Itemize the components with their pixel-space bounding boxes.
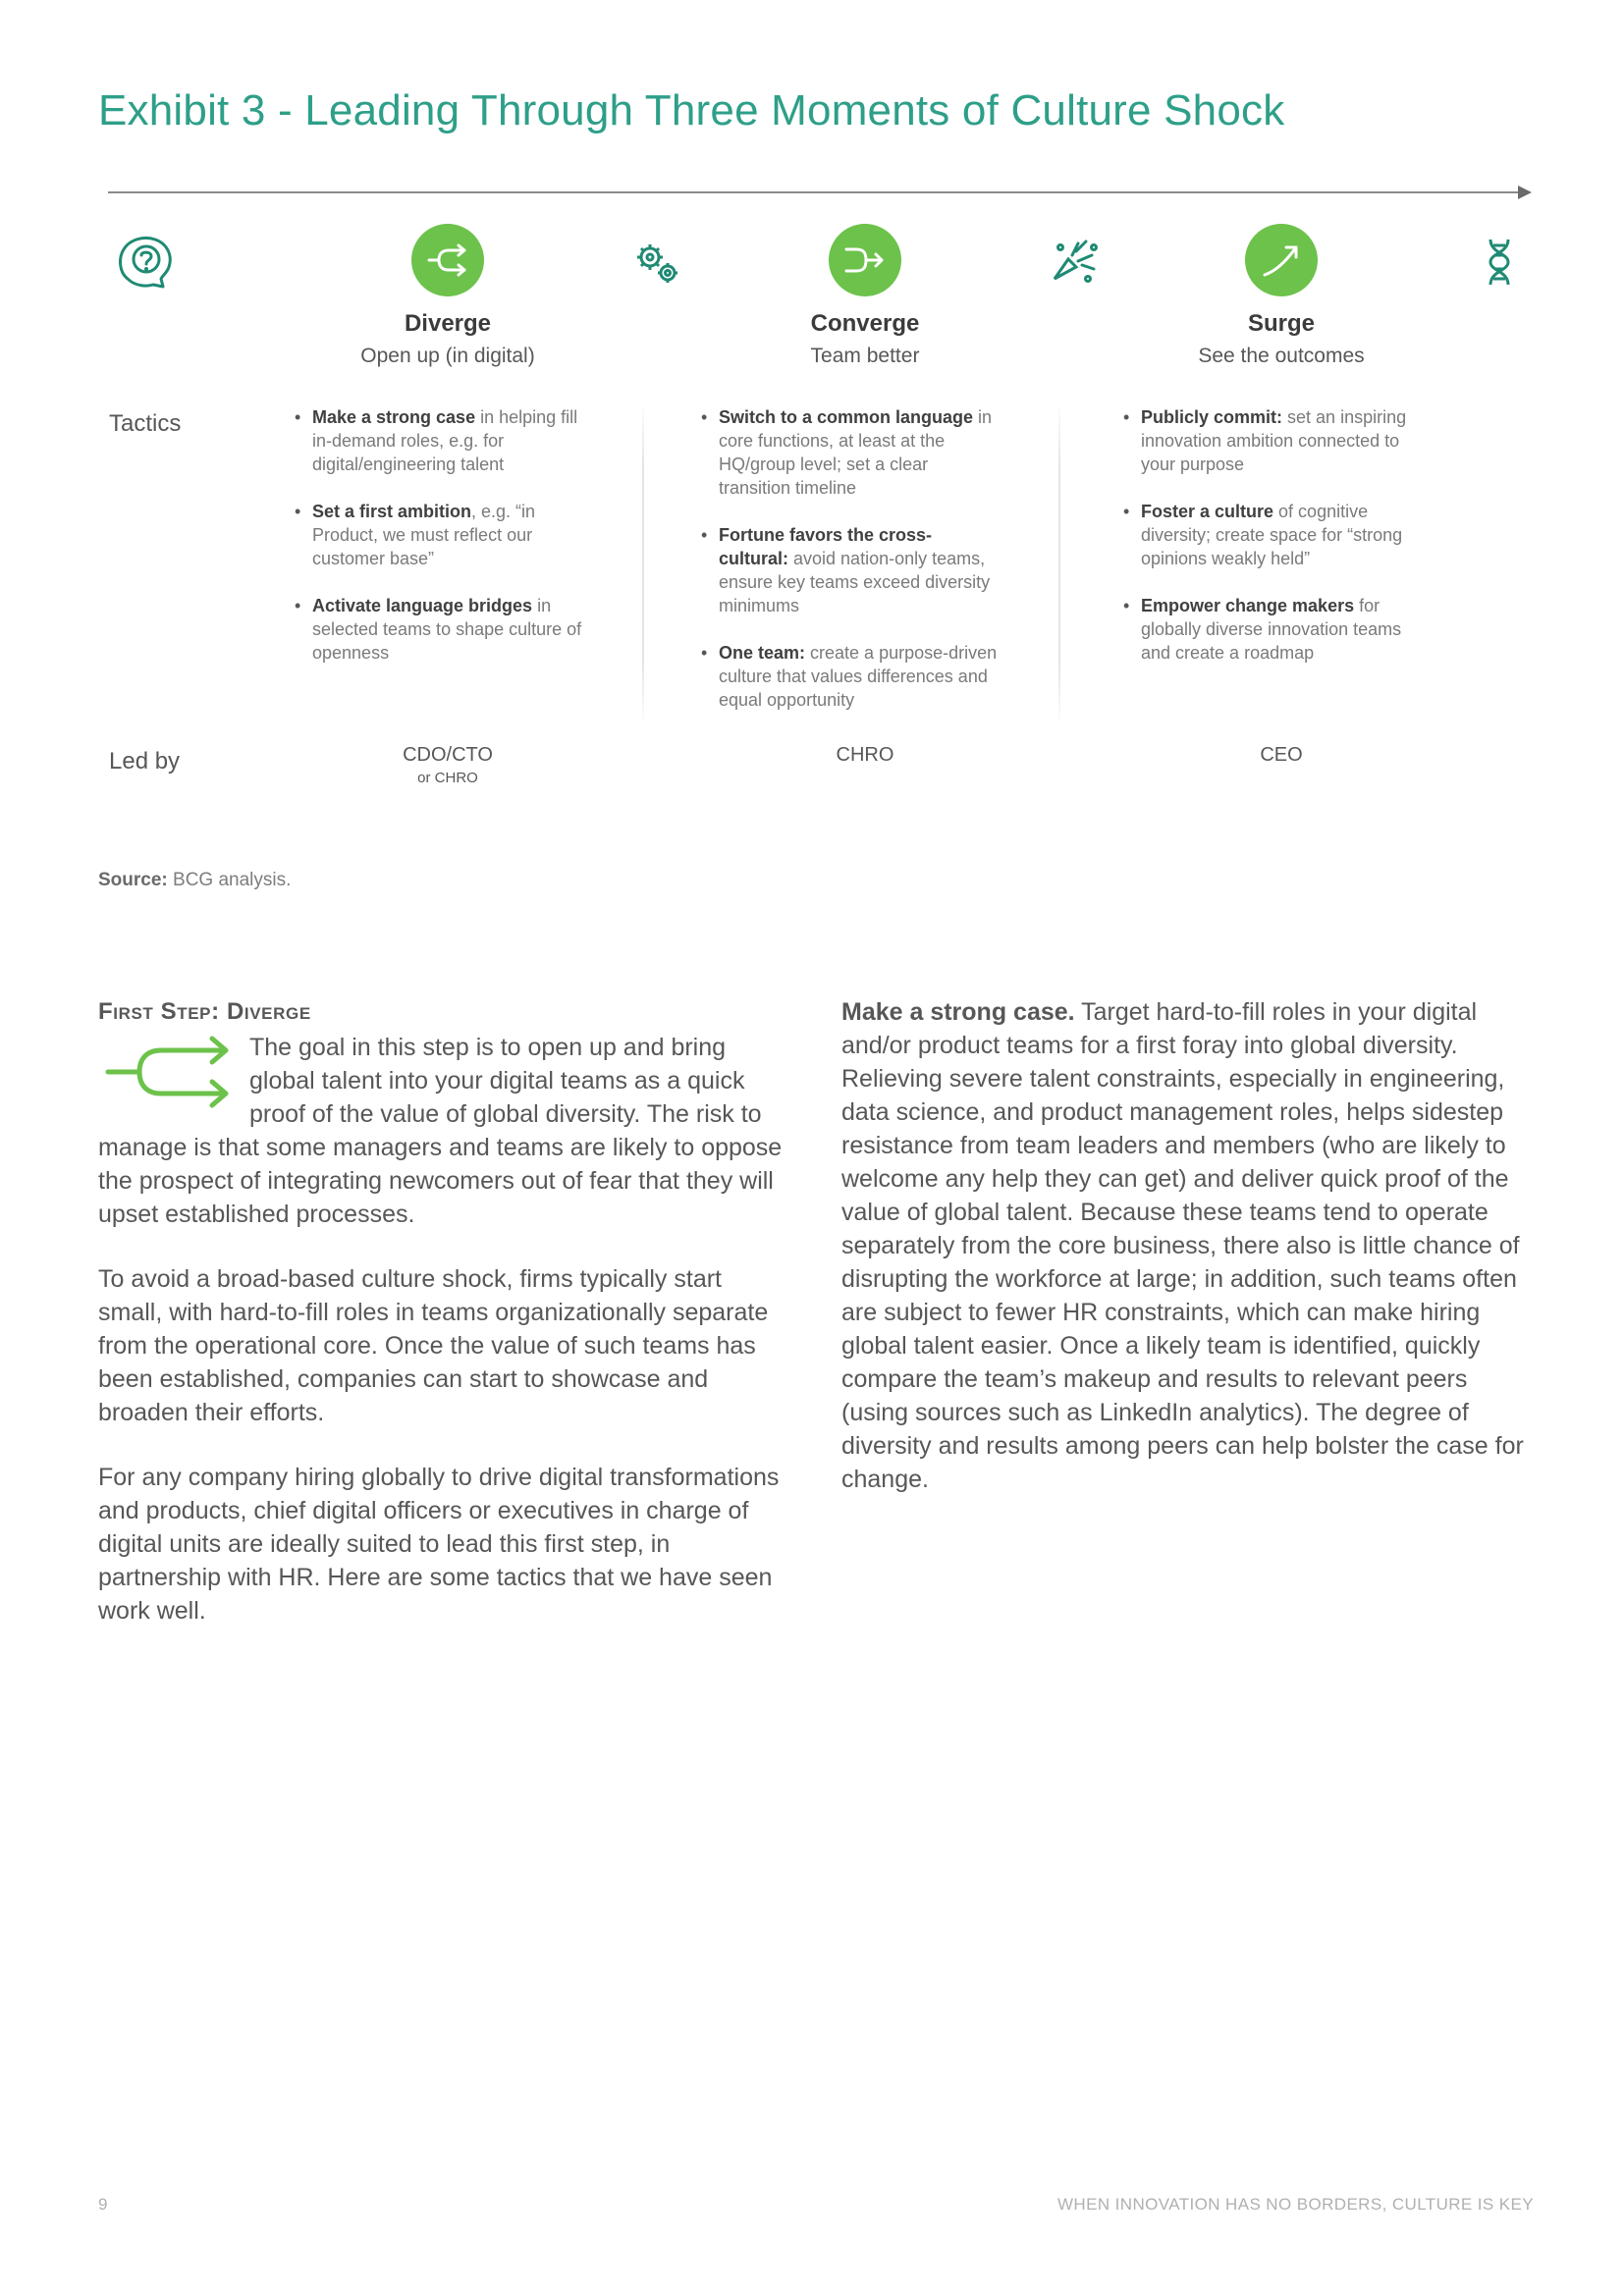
left-column [98,995,790,1659]
page-number: 9 [98,2195,108,2214]
section-heading: First Step: Diverge [98,998,311,1025]
tactics-list-converge [699,405,999,735]
phase-subtitle-diverge: Open up (in digital) [360,345,535,367]
converge-arrows-icon [829,224,901,296]
diverge-arrows-icon [98,1031,244,1129]
led-by-diverge-sub: or CHRO [417,770,478,786]
source-label: Source: [98,870,168,890]
tactic-bold: Switch to a common language [719,407,974,427]
paragraph: To avoid a broad-based culture shock, firms typically start small, with hard-to-fill roles in teams organizationally separate from the operational core. Once the value of such teams has been established, companies can start to showcase and broaden their efforts. [98,1265,769,1426]
tactic-item [699,523,999,617]
tactics-list-surge [1121,405,1421,688]
tactic-item [1121,405,1421,476]
right-column [841,995,1541,1527]
tactic-bold: Make a strong case [312,407,476,427]
tactic-text: create a purpose-driven culture that values differences and equal opportunity [719,643,998,710]
tactic-text: for globally diverse innovation teams and create a roadmap [1141,596,1402,663]
tactic-item [699,641,999,712]
dna-icon [1467,230,1532,294]
paragraph-lead: Make a strong case. [841,998,1075,1026]
tactic-bold: Empower change makers [1141,596,1355,615]
phase-subtitle-surge: See the outcomes [1198,345,1365,367]
tactic-bold: Publicly commit: [1141,407,1283,427]
tactic-item [1121,500,1421,570]
paragraph-text: Target hard-to-fill roles in your digital and/or product teams for a first foray into global diversity. Relieving severe talent constraints, especially in engineering, data science, and product management roles, helps sidestep resistance from team leaders and members (who are likely to welcome any help they can get) and deliver quick proof of the value of global talent. Because these teams tend to operate separately from the core business, there also is little chance of disrupting the workforce at large; in addition, such teams often are subject to fewer HR constraints, which can make hiring global talent easier. Once a likely team is identified, quickly compare the team’s makeup and results to relevant peers (using sources such as LinkedIn analytics). The degree of diversity and results among peers can help bolster the case for change. [841,998,1524,1493]
gears-icon [624,230,689,294]
timeline-arrow [108,183,1532,202]
paragraph: For any company hiring globally to drive digital transformations and products, chief digital officers or executives in charge of digital units are ideally suited to lead this first step, in partnership with HR. Here are some tactics that we have seen work well. [98,1464,780,1625]
surge-arrow-icon [1245,224,1318,296]
tactic-item [699,405,999,500]
tactic-text: avoid nation-only teams, ensure key teams exceed diversity minimums [719,549,991,615]
tactic-bold: One team: [719,643,806,663]
led-by-diverge: CDO/CTO [403,744,493,766]
tactic-text: in core functions, at least at the HQ/group level; set a clear transition timeline [719,407,993,498]
led-by-converge: CHRO [836,744,894,766]
phase-subtitle-converge: Team better [810,345,920,367]
tactic-bold: Set a first ambition [312,502,472,521]
tactics-list-diverge [293,405,592,688]
phase-name-diverge: Diverge [404,310,492,337]
led-by-surge: CEO [1260,744,1303,766]
tactic-item [1121,594,1421,665]
tactic-bold: Activate language bridges [312,596,533,615]
source-text: BCG analysis. [167,870,292,890]
diverge-arrows-icon [411,224,484,296]
tactic-bold: Foster a culture [1141,502,1274,521]
tactic-item [293,500,592,570]
column-divider [1058,402,1060,726]
phase-name-converge: Converge [810,310,920,337]
tactic-text: , e.g. “in Product, we must reflect our customer base” [312,502,536,568]
source-note [98,870,291,891]
tactic-text: set an inspiring innovation ambition connected to your purpose [1141,407,1407,474]
burst-icon [1041,230,1106,294]
led-by-row-label: Led by [109,748,181,774]
exhibit-title: Exhibit 3 - Leading Through Three Moments of Culture Shock [98,86,1285,134]
tactics-row-label: Tactics [109,410,182,437]
column-divider [642,402,644,726]
tactic-text: in helping fill in-demand roles, e.g. for digital/engineering talent [312,407,578,474]
paragraph-text: The goal in this step is to open up and bring global talent into your digital teams as a quick proof of the value of global diversity. The risk to manage is that some managers and teams are likely to oppose the prospect of integrating newcomers out of fear that they will upset established processes. [98,1034,783,1228]
phase-name-surge: Surge [1247,310,1315,337]
tactic-text: in selected teams to shape culture of openness [312,596,582,663]
question-head-icon [114,230,179,294]
publication-title: WHEN INNOVATION HAS NO BORDERS, CULTURE IS KEY [1056,2195,1534,2214]
tactic-text: of cognitive diversity; create space for “strong opinions weakly held” [1141,502,1403,568]
paragraph [98,1031,790,1231]
tactic-bold: Fortune favors the cross-cultural: [719,525,933,568]
tactic-item [293,405,592,476]
paragraph [841,995,1541,1496]
tactic-item [293,594,592,665]
